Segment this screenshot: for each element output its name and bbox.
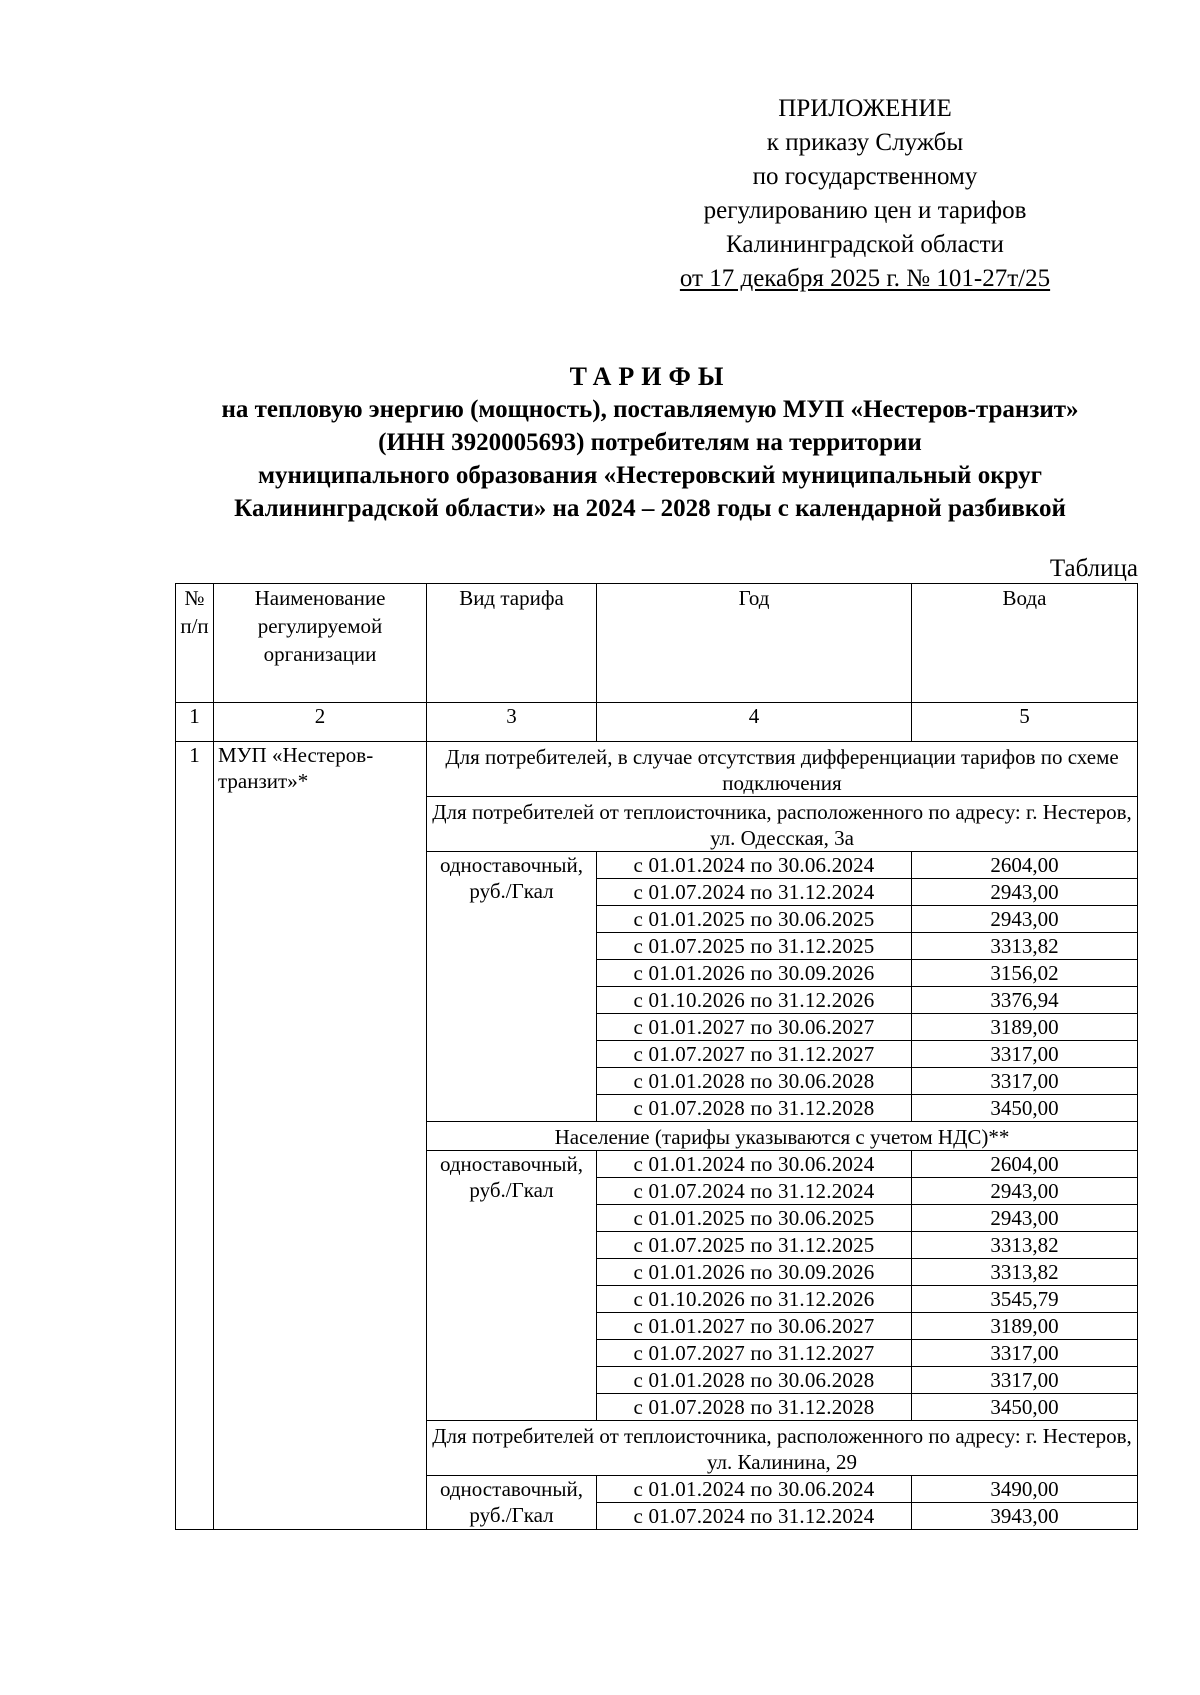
tariff-period: с 01.07.2024 по 31.12.2024 [597, 1178, 912, 1205]
tariff-period: с 01.07.2027 по 31.12.2027 [597, 1340, 912, 1367]
tariff-value: 3189,00 [912, 1313, 1138, 1340]
section-row [176, 742, 1138, 797]
tariff-period: с 01.07.2024 по 31.12.2024 [597, 1503, 912, 1530]
tariff-period: с 01.01.2024 по 30.06.2024 [597, 1151, 912, 1178]
tariff-period: с 01.07.2025 по 31.12.2025 [597, 1232, 912, 1259]
tariff-period: с 01.01.2025 по 30.06.2025 [597, 1205, 912, 1232]
header-year: Год [597, 584, 912, 703]
column-number: 1 [176, 703, 214, 742]
tariff-period: с 01.07.2027 по 31.12.2027 [597, 1041, 912, 1068]
section-heading: Для потребителей от теплоисточника, расположенного по адресу: г. Нестеров, ул. Одесская, 3а [427, 797, 1138, 852]
appendix-line: ПРИЛОЖЕНИЕ [778, 95, 952, 122]
tariff-period: с 01.01.2028 по 30.06.2028 [597, 1068, 912, 1095]
tariff-value: 3490,00 [912, 1476, 1138, 1503]
title-line: (ИНН 3920005693) потребителям на территории [378, 429, 922, 456]
organization-name: МУП «Нестеров-транзит»* [214, 742, 427, 1530]
tariff-value: 2943,00 [912, 1178, 1138, 1205]
column-number: 2 [214, 703, 427, 742]
title-line: Калининградской области» на 2024 – 2028 годы с календарной разбивкой [234, 495, 1066, 522]
tariff-value: 3317,00 [912, 1367, 1138, 1394]
table-caption: Таблица [1049, 555, 1138, 582]
tariffs-table [175, 583, 1138, 1530]
tariff-value: 2943,00 [912, 879, 1138, 906]
tariff-period: с 01.07.2028 по 31.12.2028 [597, 1095, 912, 1122]
section-heading: Население (тарифы указываются с учетом НДС)** [427, 1122, 1138, 1151]
tariff-period: с 01.07.2024 по 31.12.2024 [597, 879, 912, 906]
tariff-value: 3943,00 [912, 1503, 1138, 1530]
tariff-value: 3156,02 [912, 960, 1138, 987]
tariff-value: 2604,00 [912, 852, 1138, 879]
tariff-value: 3313,82 [912, 1232, 1138, 1259]
tariff-type: одноставочный, руб./Гкал [427, 852, 597, 1122]
column-number-row [176, 703, 1138, 742]
column-number: 5 [912, 703, 1138, 742]
tariff-value: 3317,00 [912, 1068, 1138, 1095]
tariff-period: с 01.01.2024 по 30.06.2024 [597, 1476, 912, 1503]
tariff-period: с 01.01.2027 по 30.06.2027 [597, 1313, 912, 1340]
tariff-value: 2604,00 [912, 1151, 1138, 1178]
tariff-value: 3376,94 [912, 987, 1138, 1014]
tariff-value: 3317,00 [912, 1340, 1138, 1367]
header-org: Наименование регулируемой организации [214, 584, 427, 703]
title-line: на тепловую энергию (мощность), поставляемую МУП «Нестеров-транзит» [221, 396, 1079, 423]
appendix-block [645, 92, 1085, 296]
section-heading: Для потребителей от теплоисточника, расположенного по адресу: г. Нестеров, ул. Калинина, 29 [427, 1421, 1138, 1476]
title-line: муниципального образования «Нестеровский муниципальный округ [257, 462, 1043, 489]
appendix-line: от 17 декабря 2025 г. № 101-27т/25 [679, 265, 1051, 292]
tariff-period: с 01.07.2025 по 31.12.2025 [597, 933, 912, 960]
tariff-type: одноставочный, руб./Гкал [427, 1476, 597, 1530]
column-number: 3 [427, 703, 597, 742]
appendix-line: по государственному [752, 163, 978, 190]
tariff-period: с 01.07.2028 по 31.12.2028 [597, 1394, 912, 1421]
tariff-value: 2943,00 [912, 906, 1138, 933]
tariff-period: с 01.10.2026 по 31.12.2026 [597, 987, 912, 1014]
row-number: 1 [176, 742, 214, 1530]
tariff-period: с 01.01.2027 по 30.06.2027 [597, 1014, 912, 1041]
document-title [160, 360, 1140, 525]
header-water: Вода [912, 584, 1138, 703]
tariff-period: с 01.01.2028 по 30.06.2028 [597, 1367, 912, 1394]
tariff-value: 3189,00 [912, 1014, 1138, 1041]
appendix-line: регулированию цен и тарифов [703, 197, 1027, 224]
tariff-value: 2943,00 [912, 1205, 1138, 1232]
title-main: ТАРИФЫ [569, 362, 731, 391]
tariff-period: с 01.10.2026 по 31.12.2026 [597, 1286, 912, 1313]
tariff-period: с 01.01.2026 по 30.09.2026 [597, 960, 912, 987]
tariff-type: одноставочный, руб./Гкал [427, 1151, 597, 1421]
appendix-line: к приказу Службы [766, 129, 964, 156]
tariff-value: 3313,82 [912, 933, 1138, 960]
section-heading: Для потребителей, в случае отсутствия дифференциации тарифов по схеме подключения [427, 742, 1138, 797]
header-num: № п/п [176, 584, 214, 703]
tariff-value: 3545,79 [912, 1286, 1138, 1313]
tariff-value: 3313,82 [912, 1259, 1138, 1286]
header-type: Вид тарифа [427, 584, 597, 703]
tariff-period: с 01.01.2025 по 30.06.2025 [597, 906, 912, 933]
appendix-line: Калининградской области [726, 231, 1004, 258]
tariff-value: 3450,00 [912, 1394, 1138, 1421]
tariff-period: с 01.01.2026 по 30.09.2026 [597, 1259, 912, 1286]
tariff-period: с 01.01.2024 по 30.06.2024 [597, 852, 912, 879]
tariff-value: 3450,00 [912, 1095, 1138, 1122]
column-number: 4 [597, 703, 912, 742]
tariff-value: 3317,00 [912, 1041, 1138, 1068]
table-header-row [176, 584, 1138, 703]
